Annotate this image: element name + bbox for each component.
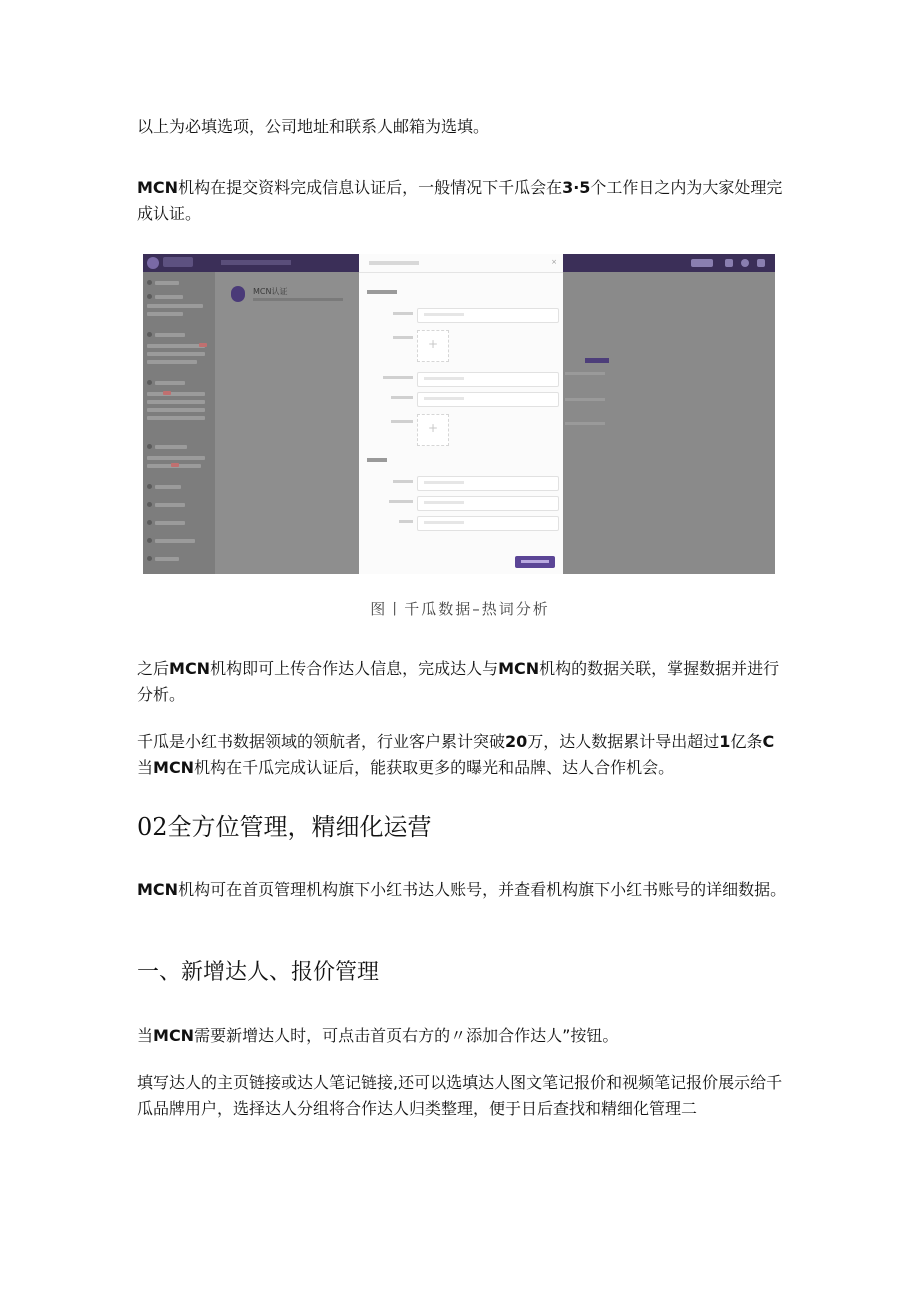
- mcn-term: MCN: [169, 659, 211, 678]
- email-input[interactable]: [417, 516, 559, 531]
- text-span: 机构的数据关联，掌握数据并进行分析。: [137, 659, 780, 704]
- sidebar-item: [155, 521, 185, 525]
- contact-name-input[interactable]: [417, 476, 559, 491]
- field-label: [399, 520, 413, 523]
- number-term: 20: [505, 732, 528, 751]
- section-heading: [367, 290, 397, 294]
- text-span: 万，达人数据累计导出超过: [527, 732, 720, 751]
- menu-icon: [147, 332, 152, 337]
- text-span: 机构在提交资料完成信息认证后，一般情况下千瓜会在: [178, 178, 563, 197]
- field-label: [393, 336, 413, 339]
- sidebar-item: [147, 416, 205, 420]
- menu-icon: [147, 502, 152, 507]
- text-span: 个工作日之内为大家处理完成认证。: [137, 178, 783, 223]
- sidebar-item: [147, 400, 205, 404]
- right-pane: [563, 272, 775, 574]
- menu-icon: [147, 484, 152, 489]
- mcn-certification-modal: [359, 254, 563, 574]
- hot-tag: [199, 343, 207, 347]
- hot-tag: [171, 463, 179, 467]
- sidebar-item: [147, 360, 197, 364]
- mcn-term: MCN: [153, 758, 195, 777]
- paragraph-add-creator: [137, 1023, 787, 1049]
- menu-icon: [147, 280, 152, 285]
- license-upload[interactable]: [417, 414, 449, 446]
- user-menu: [691, 259, 713, 267]
- figure-caption: 图丨千瓜数据–热词分析: [370, 600, 550, 618]
- paragraph-account-management: [137, 877, 787, 903]
- table-row: [565, 422, 605, 425]
- sidebar-item: [155, 333, 185, 337]
- sidebar-item: [155, 557, 179, 561]
- sidebar-item: [147, 456, 205, 460]
- menu-icon: [147, 520, 152, 525]
- plus-icon: +: [428, 421, 439, 435]
- menu-icon: [147, 556, 152, 561]
- grid-icon: [725, 259, 733, 267]
- brand-logo: [163, 257, 193, 267]
- submit-button[interactable]: [515, 556, 555, 568]
- sidebar-item: [155, 503, 185, 507]
- org-name-input[interactable]: [417, 308, 559, 323]
- text-span: 需要新增达人时，可点击首页右方的〃添加合作达人”按钮。: [194, 1026, 619, 1045]
- paragraph-data-linking: [137, 656, 787, 708]
- modal-header: [359, 254, 563, 273]
- paragraph-qiangua-intro: [137, 729, 787, 781]
- sidebar-item: [147, 408, 205, 412]
- sidebar-item: [155, 381, 185, 385]
- mcn-term: MCN: [498, 659, 540, 678]
- screenshot-figure: [143, 254, 775, 574]
- field-label: [383, 376, 413, 379]
- text-span: 机构在千瓜完成认证后，能获取更多的曝光和品牌、达人合作机会。: [194, 758, 675, 777]
- modal-title-placeholder: [369, 261, 419, 265]
- logo-upload[interactable]: [417, 330, 449, 362]
- plus-icon: +: [428, 337, 439, 351]
- sidebar-item: [155, 485, 181, 489]
- company-address-input[interactable]: [417, 392, 559, 407]
- menu-icon: [147, 444, 152, 449]
- mcn-term: MCN: [137, 880, 179, 899]
- breadcrumb: [221, 260, 291, 265]
- sidebar-item: [147, 392, 205, 396]
- paragraph-certification-time: [137, 175, 787, 227]
- sidebar-item: [147, 344, 205, 348]
- app-sidebar: [143, 272, 215, 574]
- phone-input[interactable]: [417, 496, 559, 511]
- menu-icon: [147, 380, 152, 385]
- table-row: [565, 372, 605, 375]
- sidebar-item: [155, 295, 183, 299]
- mcn-title: MCN认证: [253, 287, 288, 296]
- section-heading: [367, 458, 387, 462]
- day-range: 3·5: [562, 178, 591, 197]
- logo-icon: [147, 257, 159, 269]
- sidebar-item: [147, 312, 183, 316]
- sidebar-item: [147, 304, 203, 308]
- menu-icon: [147, 294, 152, 299]
- text-span: 千瓜是小红书数据领域的领航者，行业客户累计突破: [137, 732, 506, 751]
- field-label: [391, 396, 413, 399]
- table-row: [565, 398, 605, 401]
- sidebar-item: [155, 539, 195, 543]
- help-icon: [741, 259, 749, 267]
- text-span: 机构可在首页管理机构旗下小红书达人账号，并查看机构旗下小红书账号的详细数据。: [178, 880, 787, 899]
- close-icon[interactable]: ×: [551, 258, 557, 266]
- right-topbar: [563, 254, 775, 272]
- text-span: 之后: [137, 659, 170, 678]
- sidebar-item: [155, 445, 187, 449]
- paragraph-required-fields: 以上为必填选项，公司地址和联系人邮箱为选填。: [137, 117, 490, 136]
- table-header: [585, 358, 609, 363]
- hot-tag: [163, 391, 171, 395]
- mcn-term: MCN: [153, 1026, 195, 1045]
- text-span: 机构即可上传合作达人信息，完成达人与: [210, 659, 499, 678]
- sidebar-item: [155, 281, 179, 285]
- section-heading-02: 02全方位管理，精细化运营: [137, 813, 432, 841]
- field-label: [389, 500, 413, 503]
- mcn-term: MCN: [137, 178, 179, 197]
- text-span: 亿条: [730, 732, 763, 751]
- location-icon: [231, 286, 245, 302]
- field-label: [393, 480, 413, 483]
- text-span: 当: [137, 1026, 154, 1045]
- subsection-heading-1: 一、新增达人、报价管理: [137, 960, 380, 985]
- paragraph-fill-links: 填写达人的主页链接或达人笔记链接,还可以选填达人图文笔记报价和视频笔记报价展示给千瓜品牌用户，选择达人分组将合作达人归类整理，便于日后查找和精细化管理二: [137, 1073, 783, 1118]
- field-label: [391, 420, 413, 423]
- main-pane: [215, 272, 360, 574]
- menu-icon: [147, 538, 152, 543]
- field-label: [393, 312, 413, 315]
- letter-term: C: [762, 732, 775, 751]
- number-term: 1: [719, 732, 731, 751]
- credit-code-input[interactable]: [417, 372, 559, 387]
- mcn-description: [253, 298, 343, 301]
- text-span: 当: [137, 758, 154, 777]
- sidebar-item: [147, 352, 205, 356]
- message-icon: [757, 259, 765, 267]
